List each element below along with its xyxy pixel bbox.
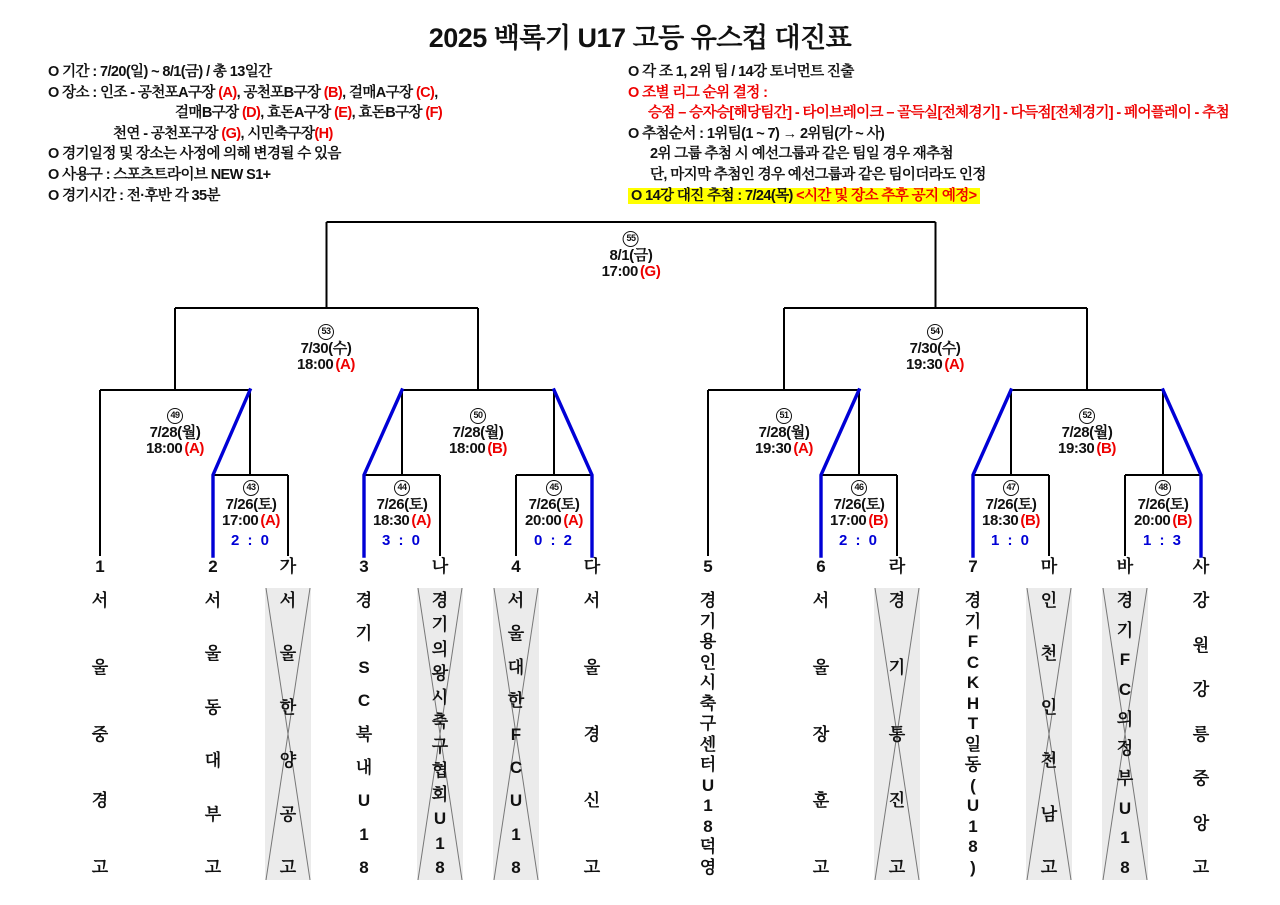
note-text-segment: O 조별 리그 순위 결정 : (628, 84, 768, 101)
team-name-char: 기 (355, 624, 373, 644)
team-name-char: 앙 (1192, 813, 1210, 833)
team-name-char: H (966, 693, 980, 713)
match-r1-46 (830, 480, 888, 549)
match-date: 7/26(토) (225, 495, 277, 513)
note-text-segment: O 14강 대진 추첨 : 7/24(목) (631, 187, 797, 204)
team-name-char: 경 (888, 591, 906, 610)
match-final-55 (602, 231, 661, 281)
team-name-char: 울 (812, 657, 830, 677)
match-score: 2 : 0 (230, 531, 271, 549)
team-name-char: 강 (1192, 591, 1210, 610)
team-name-char: 일 (964, 734, 982, 754)
match-semi-53 (297, 324, 355, 374)
team-name-char: T (967, 714, 979, 734)
team-name-char: 훈 (812, 791, 830, 811)
team-slot-5 (685, 556, 731, 880)
team-name-char: 서 (583, 591, 601, 610)
team-name-char: 부 (1116, 768, 1134, 788)
slot-label: 다 (583, 557, 601, 576)
team-name-char: 인 (699, 652, 717, 672)
match-date: 7/26(토) (833, 495, 885, 513)
team-name-char: 고 (1192, 858, 1210, 877)
match-r1-43 (222, 480, 280, 549)
note-text-segment: , 시민축구장 (240, 125, 315, 142)
team-name-char: K (966, 673, 980, 693)
match-r1-48 (1134, 480, 1192, 549)
team-name-char: 울 (507, 624, 525, 644)
match-time: 17:00 (A) (222, 512, 280, 529)
team-name-char: 울 (279, 644, 297, 664)
match-date: 7/28(월) (149, 423, 201, 441)
match-venue-code: (B) (868, 512, 888, 529)
match-time: 17:00 (B) (830, 512, 888, 529)
team-name-char: 기 (888, 657, 906, 677)
team-name (1178, 588, 1224, 880)
team-name-char: 경 (699, 591, 717, 610)
match-number-badge: 49 (167, 408, 183, 424)
team-name-char: 고 (91, 858, 109, 877)
team-name-char: 대 (204, 751, 222, 771)
match-time: 18:30 (A) (373, 512, 431, 529)
slot-label: 사 (1192, 557, 1210, 576)
team-name-char: 왕 (431, 663, 449, 683)
slot-label: 2 (208, 557, 218, 576)
match-venue-code: (G) (639, 263, 661, 280)
page-title: 2025 백록기 U17 고등 유스컵 대진표 (428, 23, 852, 53)
match-date: 7/30(수) (300, 339, 352, 357)
team-name-char: 회 (431, 785, 449, 805)
match-venue-code: (A) (411, 512, 431, 529)
team-name-char: 협 (431, 760, 449, 780)
team-name-chars (798, 592, 844, 876)
team-name-chars (265, 592, 311, 876)
team-name-char: 천 (1040, 644, 1058, 664)
match-date: 7/26(토) (376, 495, 428, 513)
team-slot-1 (77, 556, 123, 880)
match-score: 0 : 2 (533, 531, 574, 549)
team-name-char: 경 (583, 724, 601, 744)
note-text-segment: (G) (221, 125, 241, 142)
note-text-segment: O 각 조 1, 2위 팀 / 14강 토너먼트 진출 (628, 64, 854, 80)
note-text-segment: , 효돈A구장 (260, 105, 335, 122)
team-name-char: 양 (279, 751, 297, 771)
team-name-char: 중 (91, 724, 109, 744)
team-name (341, 588, 387, 880)
match-date: 7/26(토) (528, 495, 580, 513)
team-name-chars (1178, 592, 1224, 876)
team-name-char: 인 (1040, 697, 1058, 717)
match-r1-45 (525, 480, 583, 549)
team-name-eliminated (874, 588, 920, 880)
note-text-segment: , (434, 84, 438, 101)
note-text-segment: , 공천포B구장 (236, 84, 324, 101)
match-venue-code: (A) (944, 356, 964, 373)
team-name-chars (950, 592, 996, 876)
match-date: 7/28(월) (1061, 423, 1113, 441)
note-text-segment: 천연 - 공천포구장 (113, 125, 222, 142)
team-name-char: 서 (91, 591, 109, 610)
note-text-segment: O 추첨순서 : 1위팀(1 ~ 7) → 2위팀(가 ~ 사) (628, 125, 885, 142)
team-name-char: 8 (1120, 857, 1130, 877)
team-name-char: ( (970, 775, 976, 795)
match-qf-49 (146, 408, 204, 458)
note-text-segment: <시간 및 장소 추후 공지 예정> (796, 187, 977, 204)
team-name-char: 구 (431, 736, 449, 756)
team-name-char: 경 (431, 591, 449, 610)
team-name-char: 고 (279, 857, 297, 877)
team-name-chars (569, 592, 615, 876)
team-slot-가 (265, 556, 311, 880)
team-name-char: 터 (699, 755, 717, 775)
match-date: 7/26(토) (1137, 495, 1189, 513)
match-time: 18:00 (B) (449, 440, 507, 457)
team-name-char: U (509, 791, 523, 811)
note-text-segment: O 사용구 : 스포츠트라이브 NEW S1+ (48, 166, 271, 183)
team-name-char: 한 (279, 697, 297, 717)
team-name-char: 릉 (1192, 724, 1210, 744)
team-name-char: F (510, 724, 522, 744)
match-date: 7/26(토) (985, 495, 1037, 513)
match-time: 18:00 (A) (146, 440, 204, 457)
team-name-chars (190, 592, 236, 876)
team-name-char: F (1119, 650, 1131, 670)
team-name-char: U (1118, 798, 1132, 818)
match-venue-code: (B) (1096, 440, 1116, 457)
match-r1-47 (982, 480, 1040, 549)
team-name-char: 울 (204, 644, 222, 664)
slot-label: 6 (816, 557, 826, 576)
team-name-eliminated (265, 588, 311, 880)
slot-label: 1 (95, 557, 105, 576)
team-name-char: 고 (204, 857, 222, 877)
team-name-chars (1102, 592, 1148, 876)
team-name-char: 서 (279, 591, 297, 610)
team-name-char: 8 (359, 858, 369, 877)
match-venue-code: (A) (260, 512, 280, 529)
match-date: 7/28(월) (758, 423, 810, 441)
match-number-badge: 54 (927, 324, 943, 340)
team-name-char: 북 (355, 724, 373, 744)
team-name-char: 경 (964, 591, 982, 610)
team-name-char: 1 (435, 833, 445, 853)
match-number-badge: 45 (546, 480, 562, 496)
team-name-char: 대 (507, 657, 525, 677)
team-name-char: 8 (703, 816, 713, 836)
team-name-char: 고 (583, 858, 601, 877)
team-name-char: 남 (1040, 804, 1058, 824)
team-name-char: 센 (699, 734, 717, 754)
team-name-eliminated (493, 588, 539, 880)
team-name-char: 1 (703, 796, 713, 816)
match-time: 19:30 (A) (906, 356, 964, 373)
team-name-char: 동 (204, 697, 222, 717)
match-venue-code: (A) (335, 356, 355, 373)
note-text-segment: , 효돈B구장 (351, 105, 426, 122)
team-name-char: 경 (91, 791, 109, 811)
team-name-char: C (966, 652, 980, 672)
team-name-char: 1 (1120, 828, 1130, 848)
team-name-char: 1 (359, 824, 369, 844)
team-name-char: 기 (964, 611, 982, 631)
team-name-char: 덕 (699, 837, 717, 857)
team-name-chars (493, 592, 539, 876)
match-date: 8/1(금) (609, 246, 653, 264)
match-time: 20:00 (B) (1134, 512, 1192, 529)
team-name-char: 신 (583, 791, 601, 811)
match-qf-51 (755, 408, 813, 458)
team-name-char: 서 (507, 591, 525, 610)
team-name-char: 영 (699, 857, 717, 877)
match-number-badge: 51 (776, 408, 792, 424)
note-text-segment: O 기간 : 7/20(일) ~ 8/1(금) / 총 13일간 (48, 64, 272, 80)
team-name (950, 588, 996, 880)
match-time: 19:30 (A) (755, 440, 813, 457)
note-text-segment: (D) (241, 105, 261, 122)
team-slot-6 (798, 556, 844, 880)
team-name (569, 588, 615, 880)
match-time: 19:30 (B) (1058, 440, 1116, 457)
team-name-char: 공 (279, 804, 297, 824)
team-name-chars (1026, 592, 1072, 876)
team-name-char: 천 (1040, 751, 1058, 771)
team-name-char: C (1118, 679, 1132, 699)
team-name-char: 축 (431, 712, 449, 732)
team-name-char: 1 (511, 824, 521, 844)
team-name-char: 고 (888, 858, 906, 877)
slot-label: 마 (1040, 557, 1058, 576)
slot-label: 7 (968, 557, 978, 576)
note-text-segment: , 걸매A구장 (342, 84, 416, 101)
team-name-char: 울 (91, 657, 109, 677)
team-name-char: ) (970, 857, 976, 877)
team-name-char: 장 (812, 724, 830, 744)
team-name (685, 588, 731, 880)
team-name-char: 용 (699, 632, 717, 652)
match-date: 7/28(월) (452, 423, 504, 441)
team-name-char: 경 (1116, 591, 1134, 610)
team-name-char: 정 (1116, 739, 1134, 759)
team-name-char: 시 (699, 673, 717, 693)
team-name-char: U (966, 796, 980, 816)
slot-label: 5 (703, 557, 713, 576)
match-number-badge: 47 (1003, 480, 1019, 496)
note-text-segment: 2위 그룹 추첨 시 예선그룹과 같은 팀일 경우 재추첨 (650, 146, 954, 163)
team-slot-사 (1178, 556, 1224, 880)
match-venue-code: (B) (1172, 512, 1192, 529)
team-slot-나 (417, 556, 463, 880)
team-name-char: U (701, 775, 715, 795)
team-slot-마 (1026, 556, 1072, 880)
match-number-badge: 50 (470, 408, 486, 424)
team-name-char: 진 (888, 791, 906, 811)
slot-label: 나 (431, 557, 449, 576)
team-slot-바 (1102, 556, 1148, 880)
slot-label: 3 (359, 557, 369, 576)
team-name-char: 축 (699, 693, 717, 713)
match-qf-50 (449, 408, 507, 458)
note-text-segment: (A) (218, 84, 237, 101)
team-name-char: 부 (204, 804, 222, 824)
team-name-char: C (509, 757, 523, 777)
team-name-char: 원 (1192, 635, 1210, 655)
team-slot-라 (874, 556, 920, 880)
match-venue-code: (B) (487, 440, 507, 457)
team-name-char: C (357, 691, 371, 711)
team-name-char: 의 (431, 639, 449, 659)
team-name-char: 동 (964, 755, 982, 775)
team-name-char: 고 (1040, 857, 1058, 877)
match-time: 18:00 (A) (297, 356, 355, 373)
team-name-chars (341, 592, 387, 876)
match-score: 3 : 0 (381, 531, 422, 549)
note-text-segment: (F) (425, 105, 443, 122)
team-name-char: 통 (888, 724, 906, 744)
team-name-char: 구 (699, 714, 717, 734)
match-qf-52 (1058, 408, 1116, 458)
team-slot-7 (950, 556, 996, 880)
note-text-segment: O 경기시간 : 전·후반 각 35분 (48, 187, 220, 204)
match-venue-code: (A) (563, 512, 583, 529)
match-time: 17:00 (G) (601, 263, 661, 280)
match-date: 7/30(수) (909, 339, 961, 357)
match-time: 20:00 (A) (525, 512, 583, 529)
team-name-eliminated (417, 588, 463, 880)
team-name-char: 의 (1116, 709, 1134, 729)
team-name-char: 8 (435, 857, 445, 877)
team-name-chars (417, 592, 463, 876)
slot-label: 4 (511, 557, 521, 576)
team-name-char: 서 (812, 591, 830, 610)
team-name-char: S (358, 657, 370, 677)
team-slot-다 (569, 556, 615, 880)
team-name-chars (874, 592, 920, 876)
team-name-char: 울 (583, 657, 601, 677)
team-name-char: 강 (1192, 680, 1210, 699)
team-slot-4 (493, 556, 539, 880)
team-name-char: U (357, 791, 371, 811)
team-name-char: U (433, 809, 447, 829)
team-name-char: 인 (1040, 591, 1058, 610)
team-name (77, 588, 123, 880)
team-name-char: 고 (812, 858, 830, 877)
team-name-chars (77, 592, 123, 876)
match-number-badge: 53 (318, 324, 334, 340)
slot-label: 바 (1116, 557, 1134, 576)
team-name (190, 588, 236, 880)
match-number-badge: 48 (1155, 480, 1171, 496)
note-text-segment: (H) (314, 125, 333, 142)
team-slot-3 (341, 556, 387, 880)
team-name-char: F (967, 632, 979, 652)
team-name-chars (685, 592, 731, 876)
team-name-char: 내 (355, 757, 373, 777)
team-name-char: 1 (968, 816, 978, 836)
note-text-segment: (B) (323, 84, 343, 101)
match-r1-44 (373, 480, 431, 549)
note-text-segment: O 경기일정 및 장소는 사정에 의해 변경될 수 있음 (48, 146, 341, 163)
match-score: 2 : 0 (838, 531, 879, 549)
note-text-segment: (C) (415, 84, 435, 101)
match-score: 1 : 0 (990, 531, 1031, 549)
team-name-char: 기 (699, 611, 717, 631)
team-slot-2 (190, 556, 236, 880)
team-name-char: 경 (355, 591, 373, 610)
note-text-segment: 단, 마지막 추첨인 경우 예선그룹과 같은 팀이더라도 인정 (650, 166, 986, 183)
match-venue-code: (A) (184, 440, 204, 457)
note-text-segment: 승점 – 승자승[해당팀간] - 타이브레이크 – 골득실[전체경기] - 다득점[전체경기] - 페어플레이 - 추첨 (648, 105, 1230, 122)
match-number-badge: 46 (851, 480, 867, 496)
slot-label: 라 (888, 557, 906, 576)
match-number-badge: 43 (243, 480, 259, 496)
team-name-char: 8 (511, 858, 521, 877)
match-venue-code: (B) (1020, 512, 1040, 529)
team-name-char: 시 (431, 688, 449, 708)
match-score: 1 : 3 (1142, 531, 1183, 549)
team-name-char: 서 (204, 591, 222, 610)
match-number-badge: 44 (394, 480, 410, 496)
team-name (798, 588, 844, 880)
team-name-char: 한 (507, 691, 525, 711)
note-text-segment: 걸매B구장 (175, 105, 242, 122)
team-name-char: 기 (431, 615, 449, 635)
match-number-badge: 55 (623, 231, 639, 247)
match-number-badge: 52 (1079, 408, 1095, 424)
slot-label: 가 (279, 557, 297, 576)
note-text-segment: (E) (334, 105, 352, 122)
match-venue-code: (A) (793, 440, 813, 457)
team-name-eliminated (1102, 588, 1148, 880)
team-name-eliminated (1026, 588, 1072, 880)
match-time: 18:30 (B) (982, 512, 1040, 529)
note-text-segment: O 장소 : 인조 - 공천포A구장 (48, 84, 219, 101)
team-name-char: 기 (1116, 620, 1134, 640)
team-name-char: 중 (1192, 769, 1210, 788)
team-name-char: 8 (968, 837, 978, 857)
match-semi-54 (906, 324, 964, 374)
